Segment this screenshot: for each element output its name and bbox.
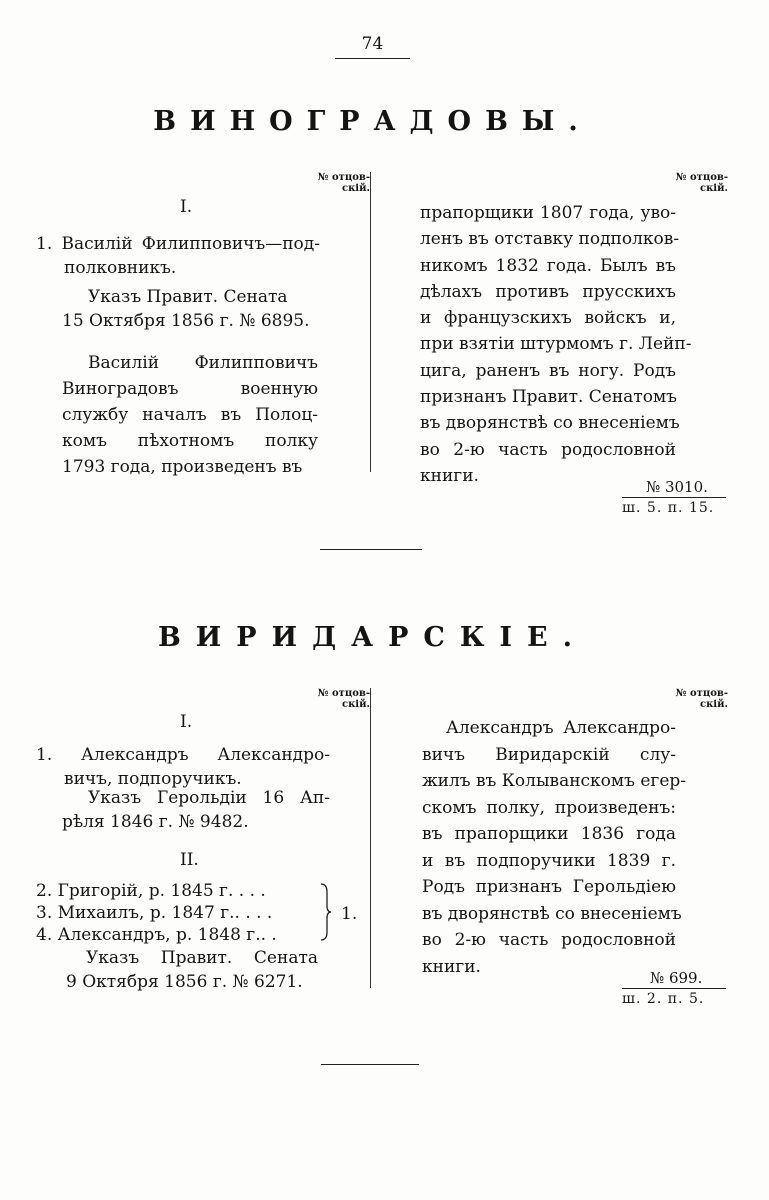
section2-bio-right: Александръ Александро- вичъ Виридарскій слу- жилъ въ Колыванскомъ егер- скомъ полку, произведенъ: въ прапорщики 1836 года и въ подпоручики 1839 г. Родъ признанъ Герольдіею въ дворянствѣ со внесеніемъ во 2-ю часть родословной книги.	[422, 718, 687, 977]
section-divider	[320, 549, 422, 550]
child-entry: 3. Михаилъ, р. 1847 г.. . . .	[36, 903, 273, 923]
child-entry: 4. Александръ, р. 1848 г.. .	[36, 925, 277, 945]
section1-archive-rule	[622, 497, 726, 498]
section1-right-col-header: № отцов- скій.	[675, 172, 728, 194]
section1-decree: Указъ Правит. Сената 15 Октября 1856 г. № 6895.	[62, 287, 310, 331]
section2-entry-1: 1. Александръ Александро- вичъ, подпоручикъ.	[36, 745, 330, 789]
section1-bio-left: Василій Филипповичъ Виноградовъ военную службу началъ въ Полоц- комъ пѣхотномъ полку 1793 года, произведенъ въ	[62, 353, 318, 477]
section2-archive-rule	[622, 988, 726, 989]
section1-title: ВИНОГРАДОВЫ.	[153, 106, 592, 137]
section2-left-col-header: № отцов- скій.	[317, 688, 370, 710]
section1-bio-right: прапорщики 1807 года, уво- ленъ въ отставку подполков- никомъ 1832 года. Былъ въ дѣлахъ противъ прусскихъ и французскихъ войскъ и, при взятіи штурмомъ г. Лейп- цига, раненъ въ ногу. Родъ признанъ Правит. Сенатомъ въ дворянствѣ со внесеніемъ во 2-ю часть родословной книги.	[420, 203, 692, 486]
page-number: 74	[361, 34, 384, 54]
section2-right-col-header: № отцов- скій.	[675, 688, 728, 710]
section1-entry-1: 1. Василій Филипповичъ—под- полковникъ.	[36, 234, 320, 278]
section1-column-divider	[370, 172, 371, 472]
section2-shelf: ш. 2. п. 5.	[622, 991, 705, 1007]
section2-column-divider	[370, 688, 371, 988]
section2-decree-2: Указъ Правит. Сената 9 Октября 1856 г. № 6271.	[66, 948, 318, 992]
child-entry: 2. Григорій, р. 1845 г. . . .	[36, 881, 266, 901]
section2-father-number: 1.	[341, 904, 358, 924]
section2-generation-1: I.	[180, 712, 193, 732]
section2-title: ВИРИДАРСКІЕ.	[157, 622, 588, 653]
section1-archive-number: № 3010.	[646, 478, 708, 496]
section1-generation: I.	[180, 197, 193, 217]
section1-shelf: ш. 5. п. 15.	[622, 500, 715, 516]
page-number-rule	[335, 58, 410, 59]
section1-left-col-header: № отцов- скій.	[317, 172, 370, 194]
section2-generation-2: II.	[180, 850, 199, 870]
page-end-rule	[321, 1064, 419, 1065]
section2-children-list	[36, 880, 326, 946]
section2-decree-1: Указъ Герольдіи 16 Ап- рѣля 1846 г. № 9482.	[62, 788, 330, 832]
section2-archive-number: № 699.	[650, 969, 703, 987]
children-brace	[318, 880, 332, 944]
